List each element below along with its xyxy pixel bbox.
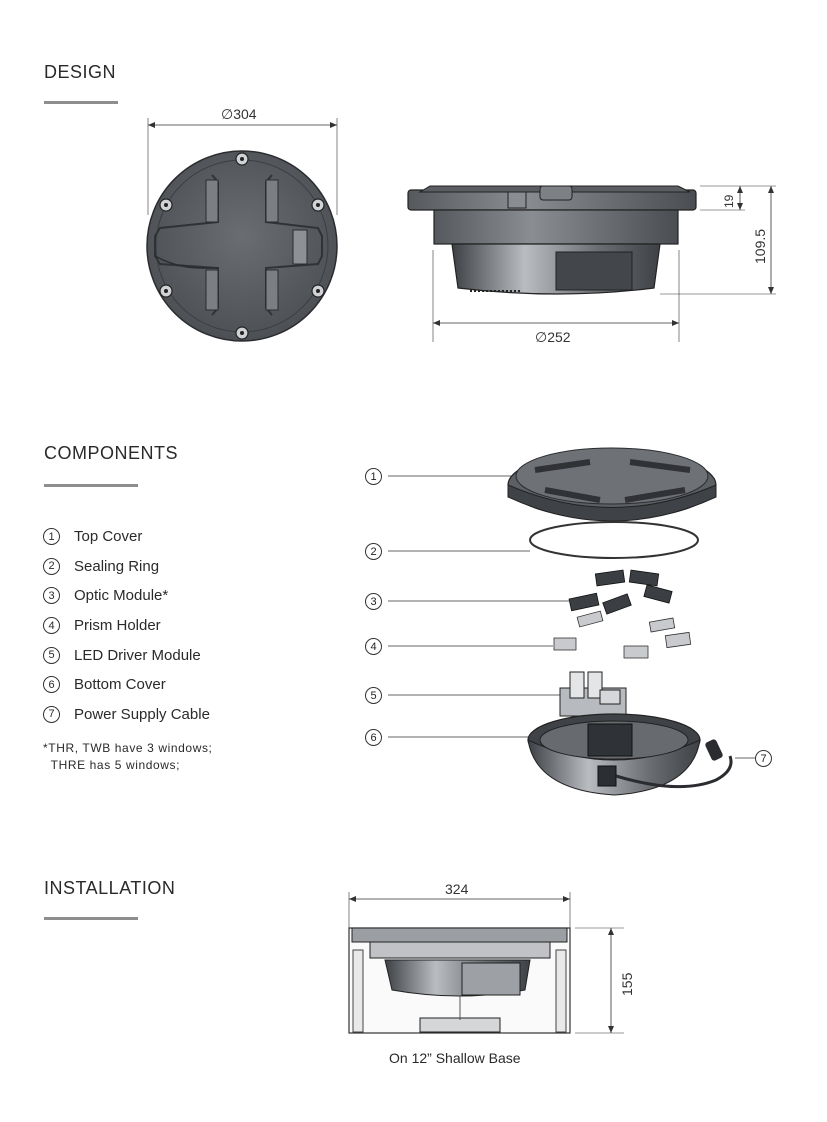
installation-width-label: 324 [445, 881, 469, 897]
design-title: DESIGN [44, 62, 117, 82]
top-view-drawing [147, 151, 337, 341]
callout-1: 1 [365, 468, 382, 485]
top-diameter-label: ∅304 [221, 106, 257, 122]
component-label: Optic Module* [74, 587, 169, 605]
installation-underline [44, 917, 138, 920]
installation-title: INSTALLATION [44, 878, 176, 898]
list-item [43, 552, 210, 582]
components-underline [44, 484, 138, 487]
callout-3: 3 [365, 593, 382, 610]
callout-6: 6 [365, 729, 382, 746]
callout-4: 4 [365, 638, 382, 655]
list-item [43, 581, 210, 611]
exploded-view-drawing [388, 448, 755, 795]
component-label: Power Supply Cable [74, 705, 210, 723]
components-title: COMPONENTS [44, 443, 179, 463]
list-item [43, 670, 210, 700]
total-height-label: 109.5 [752, 228, 768, 264]
bottom-diameter-label: ∅252 [535, 329, 571, 345]
list-item [43, 611, 210, 641]
component-label: Sealing Ring [74, 557, 160, 575]
component-label: Prism Holder [74, 617, 161, 635]
installation-drawing [349, 892, 624, 1033]
number-badge: 3 [43, 587, 60, 604]
number-badge: 1 [43, 528, 60, 545]
number-badge: 7 [43, 706, 60, 723]
list-item [43, 522, 210, 552]
component-label: LED Driver Module [74, 646, 201, 664]
components-list [43, 522, 210, 729]
windows-footnote: *THR, TWB have 3 windows; THRE has 5 windows; [43, 741, 213, 772]
cover-height-label: 19 [722, 194, 736, 208]
component-label: Bottom Cover [74, 676, 166, 694]
list-item [43, 640, 210, 670]
component-label: Top Cover [74, 528, 143, 546]
number-badge: 4 [43, 617, 60, 634]
callout-5: 5 [365, 687, 382, 704]
side-view-drawing [408, 186, 696, 294]
list-item [43, 700, 210, 730]
number-badge: 2 [43, 558, 60, 575]
number-badge: 5 [43, 647, 60, 664]
callout-2: 2 [365, 543, 382, 560]
callout-7: 7 [755, 750, 772, 767]
number-badge: 6 [43, 676, 60, 693]
installation-height-label: 155 [619, 972, 635, 996]
installation-caption: On 12” Shallow Base [389, 1050, 521, 1066]
